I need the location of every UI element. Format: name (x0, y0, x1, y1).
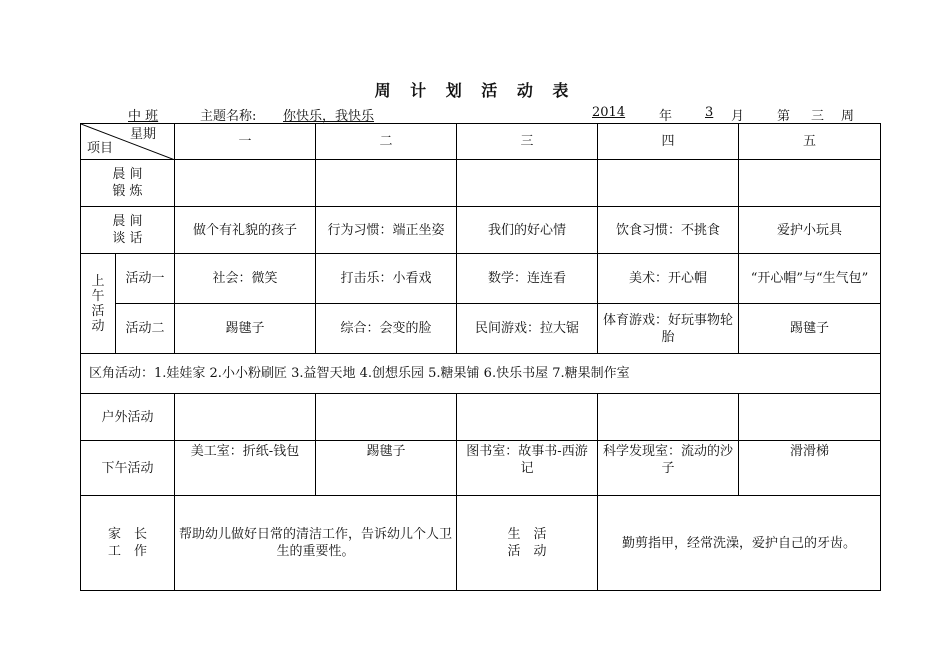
table-cell: 行为习惯：端正坐姿 (316, 207, 457, 254)
table-cell: 滑滑梯 (739, 441, 881, 496)
day-header: 五 (739, 124, 881, 160)
corner-item-label: 项目 (87, 141, 114, 156)
table-row (81, 496, 881, 591)
corner-cell (81, 124, 175, 160)
header-line (80, 105, 880, 123)
table-cell: 科学发现室：流动的沙子 (598, 441, 739, 496)
table-cell: 爱护小玩具 (739, 207, 881, 254)
table-row (81, 160, 881, 207)
table-header-row (81, 124, 881, 160)
table-cell: 做个有礼貌的孩子 (175, 207, 316, 254)
month-unit: 月 (731, 109, 745, 124)
week-value: 三 (811, 109, 825, 124)
row-label-text: 晨 间 谈 话 (112, 214, 143, 246)
row-label: 下午活动 (81, 441, 175, 496)
life-activity-label (457, 496, 598, 591)
year-unit: 年 (659, 109, 673, 124)
table-cell: 美工室：折纸-钱包 (175, 441, 316, 496)
life-activity-text: 勤剪指甲，经常洗澡，爱护自己的牙齿。 (598, 496, 881, 591)
table-cell (457, 160, 598, 207)
row-label (81, 160, 175, 207)
table-cell (175, 160, 316, 207)
parent-work-text: 帮助幼儿做好日常的清洁工作，告诉幼儿个人卫生的重要性。 (175, 496, 457, 591)
table-cell: 综合：会变的脸 (316, 304, 457, 354)
day-header: 四 (598, 124, 739, 160)
parent-work-label-line: 工 作 (107, 544, 147, 559)
table-row (81, 207, 881, 254)
morning-group-label (81, 254, 116, 354)
table-cell (598, 160, 739, 207)
parent-work-label-line: 家 长 (107, 527, 147, 542)
row-label: 户外活动 (81, 394, 175, 441)
table-cell: 打击乐：小看戏 (316, 254, 457, 304)
table-cell: 美术：开心帽 (598, 254, 739, 304)
week-prefix: 第 (777, 109, 791, 124)
table-cell (316, 160, 457, 207)
class-name: 中 班 (128, 109, 159, 124)
month-value: 3 (705, 105, 714, 120)
table-cell (598, 394, 739, 441)
table-row (81, 304, 881, 354)
table-cell: “开心帽”与“生气包” (739, 254, 881, 304)
table-cell (175, 394, 316, 441)
weekly-plan-table (80, 123, 881, 591)
table-row (81, 254, 881, 304)
week-suffix: 周 (841, 109, 855, 124)
table-cell: 饮食习惯：不挑食 (598, 207, 739, 254)
day-header: 一 (175, 124, 316, 160)
page-title: 周 计 划 活 动 表 (374, 81, 576, 100)
corner-activity-cell: 区角活动：1.娃娃家 2.小小粉刷匠 3.益智天地 4.创想乐园 5.糖果铺 6.快乐书屋 7.糖果制作室 (81, 354, 881, 394)
table-cell: 数学：连连看 (457, 254, 598, 304)
year-value: 2014 (592, 105, 626, 120)
row-label-text: 晨 间 锻 炼 (112, 167, 143, 199)
table-cell (457, 394, 598, 441)
table-cell: 踢毽子 (316, 441, 457, 496)
row-label: 活动一 (116, 254, 175, 304)
table-row (81, 441, 881, 496)
day-header: 二 (316, 124, 457, 160)
table-cell: 图书室：故事书-西游记 (457, 441, 598, 496)
table-cell (739, 394, 881, 441)
table-cell: 我们的好心情 (457, 207, 598, 254)
table-row (81, 394, 881, 441)
row-label: 活动二 (116, 304, 175, 354)
table-cell: 体育游戏：好玩事物轮胎 (598, 304, 739, 354)
row-label (81, 207, 175, 254)
day-header: 三 (457, 124, 598, 160)
table-cell: 踢毽子 (739, 304, 881, 354)
table-cell (316, 394, 457, 441)
parent-work-label (81, 496, 175, 591)
table-row (81, 354, 881, 394)
life-activity-label-line: 活 动 (507, 544, 547, 559)
theme-label: 主题名称: (200, 109, 257, 124)
table-cell (739, 160, 881, 207)
table-cell: 社会：微笑 (175, 254, 316, 304)
morning-group-text: 上午活动 (91, 273, 105, 334)
life-activity-label-line: 生 活 (507, 527, 547, 542)
table-cell: 民间游戏：拉大锯 (457, 304, 598, 354)
table-cell: 踢毽子 (175, 304, 316, 354)
theme-value: 你快乐，我快乐 (283, 109, 375, 124)
corner-weekday-label: 星期 (129, 127, 156, 142)
